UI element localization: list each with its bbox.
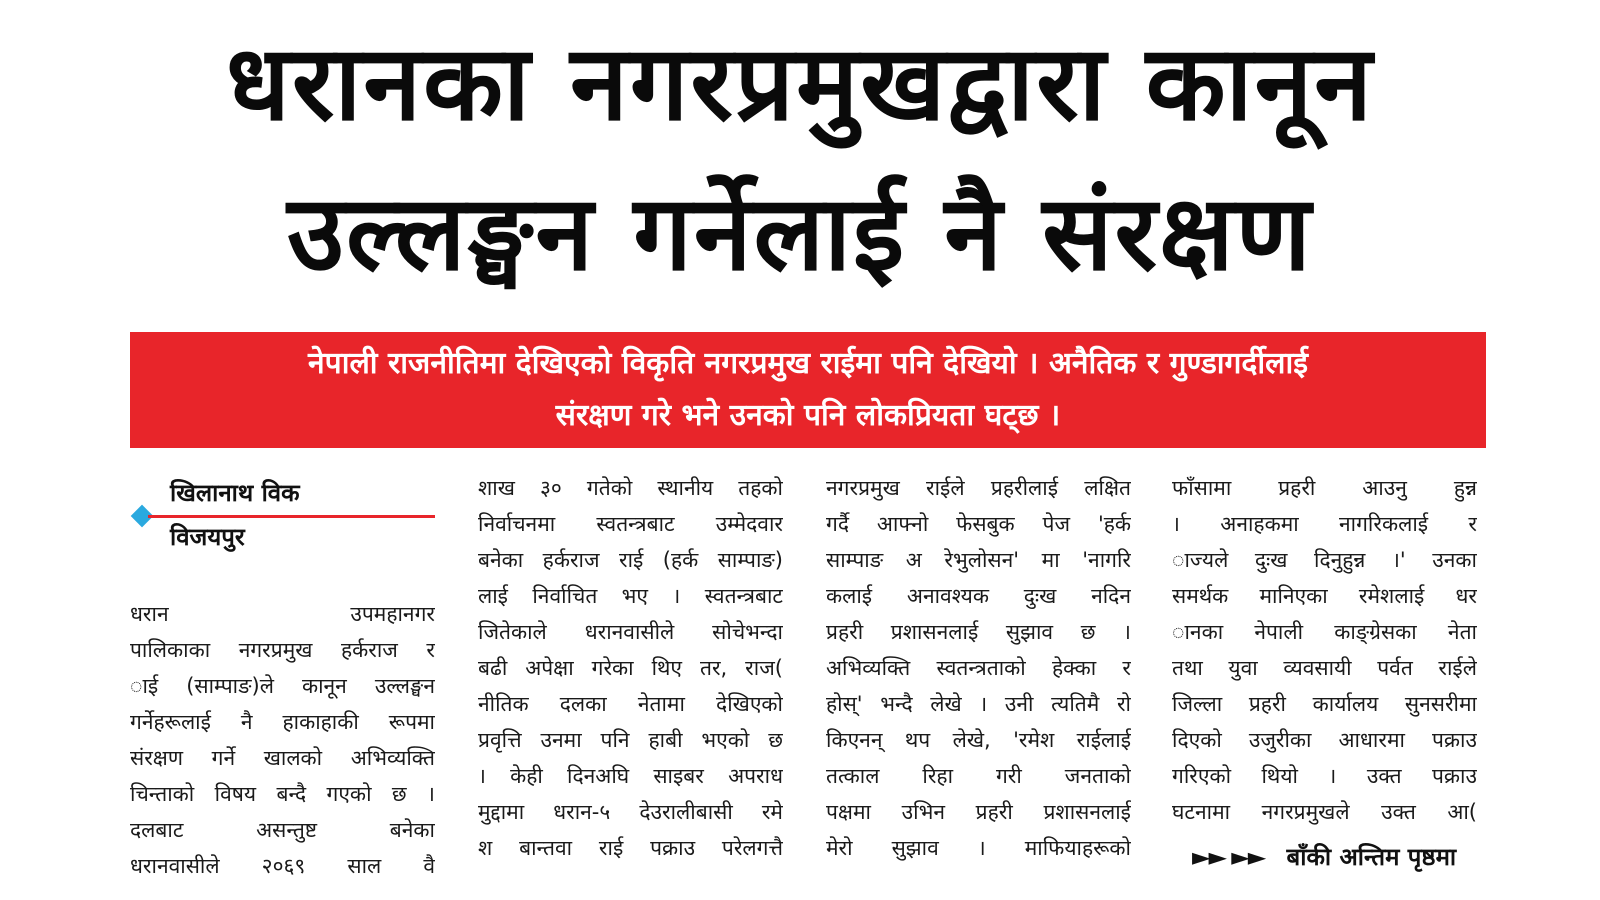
text-line: गरिएको थियो । उक्त पक्राउ — [1172, 764, 1477, 788]
continued-on-last-page[interactable] — [1192, 842, 1456, 872]
text-line: । केही दिनअघि साइबर अपराध — [478, 764, 783, 788]
text-line: धरानवासीले २०६९ साल वै — [130, 854, 435, 878]
article-column-1 — [130, 596, 435, 884]
text-line: ाई (साम्पाङ)ले कानून उल्लङ्घन — [130, 674, 435, 698]
text-line: धरान उपमहानगर — [130, 602, 435, 626]
text-line: तथा युवा व्यवसायी पर्वत राईले — [1172, 656, 1477, 680]
text-line: दलबाट असन्तुष्ट बनेका — [130, 818, 435, 842]
text-line: जिल्ला प्रहरी कार्यालय सुनसरीमा — [1172, 692, 1477, 716]
byline-divider — [148, 515, 435, 518]
text-line: होस्' भन्दै लेखे । उनी त्यतिमै रो — [826, 692, 1131, 716]
text-line: साम्पाङ अ रेभुलोसन' मा 'नागरि — [826, 548, 1131, 572]
headline-line-2: उल्लङ्घन गर्नेलाई नै संरक्षण — [287, 172, 1313, 294]
author-name: खिलानाथ विक — [170, 479, 300, 507]
text-line: कलाई अनावश्यक दुःख नदिन — [826, 584, 1131, 608]
text-line: किएनन् थप लेखे, 'रमेश राईलाई — [826, 728, 1131, 752]
text-line: घटनामा नगरप्रमुखले उक्त आ( — [1172, 800, 1477, 824]
text-line: दिएको उजुरीका आधारमा पक्राउ — [1172, 728, 1477, 752]
headline-line-1: धरानका नगरप्रमुखद्वारा कानून — [225, 22, 1375, 144]
text-line: निर्वाचनमा स्वतन्त्रबाट उम्मेदवार — [478, 512, 783, 536]
text-line: पालिकाका नगरप्रमुख हर्कराज र — [130, 638, 435, 662]
summary-banner — [130, 332, 1486, 448]
article-column-4 — [1172, 470, 1477, 830]
text-line: मेरो सुझाव । माफियाहरूको — [826, 836, 1131, 860]
text-line: नीतिक दलका नेतामा देखिएको — [478, 692, 783, 716]
double-arrow-icon: ►► ►► — [1192, 843, 1265, 871]
text-line: बढी अपेक्षा गरेका थिए तर, राज( — [478, 656, 783, 680]
article-column-3 — [826, 470, 1131, 866]
text-line: तत्काल रिहा गरी जनताको — [826, 764, 1131, 788]
text-line: गर्नेहरूलाई नै हाकाहाकी रूपमा — [130, 710, 435, 734]
text-line: प्रहरी प्रशासनलाई सुझाव छ । — [826, 620, 1131, 644]
text-line: ाज्यले दुःख दिनुहुन्न ।' उनका — [1172, 548, 1477, 572]
continued-label: बाँकी अन्तिम पृष्ठमा — [1286, 843, 1457, 871]
text-line: शाख ३० गतेको स्थानीय तहको — [478, 476, 783, 500]
text-line: मुद्दामा धरान-५ देउरालीबासी रमे — [478, 800, 783, 824]
text-line: नगरप्रमुख राईले प्रहरीलाई लक्षित — [826, 476, 1131, 500]
text-line: लाई निर्वाचित भए । स्वतन्त्रबाट — [478, 584, 783, 608]
text-line: फाँसामा प्रहरी आउनु हुन्न — [1172, 476, 1477, 500]
dateline-place: विजयपुर — [170, 523, 245, 551]
text-line: प्रवृत्ति उनमा पनि हाबी भएको छ — [478, 728, 783, 752]
text-line: चिन्ताको विषय बन्दै गएको छ । — [130, 782, 435, 806]
text-line: जितेकाले धरानवासीले सोचेभन्दा — [478, 620, 783, 644]
text-line: गर्दै आफ्नो फेसबुक पेज 'हर्क — [826, 512, 1131, 536]
text-line: श बान्तवा राई पक्राउ परेलगत्तै — [478, 836, 783, 860]
text-line: बनेका हर्कराज राई (हर्क साम्पाङ) — [478, 548, 783, 572]
text-line: ानका नेपाली काङ्ग्रेसका नेता — [1172, 620, 1477, 644]
text-line: । अनाहकमा नागरिकलाई र — [1172, 512, 1477, 536]
text-line: समर्थक मानिएका रमेशलाई धर — [1172, 584, 1477, 608]
text-line: पक्षमा उभिन प्रहरी प्रशासनलाई — [826, 800, 1131, 824]
text-line: अभिव्यक्ति स्वतन्त्रताको हेक्का र — [826, 656, 1131, 680]
banner-line-1: नेपाली राजनीतिमा देखिएको विकृति नगरप्रमुख राईमा पनि देखियो । अनैतिक र गुण्डागर्दीलाई — [308, 346, 1308, 381]
article-column-2 — [478, 470, 783, 866]
banner-line-2: संरक्षण गरे भने उनको पनि लोकप्रियता घट्छ । — [555, 398, 1061, 433]
text-line: संरक्षण गर्ने खालको अभिव्यक्ति — [130, 746, 435, 770]
